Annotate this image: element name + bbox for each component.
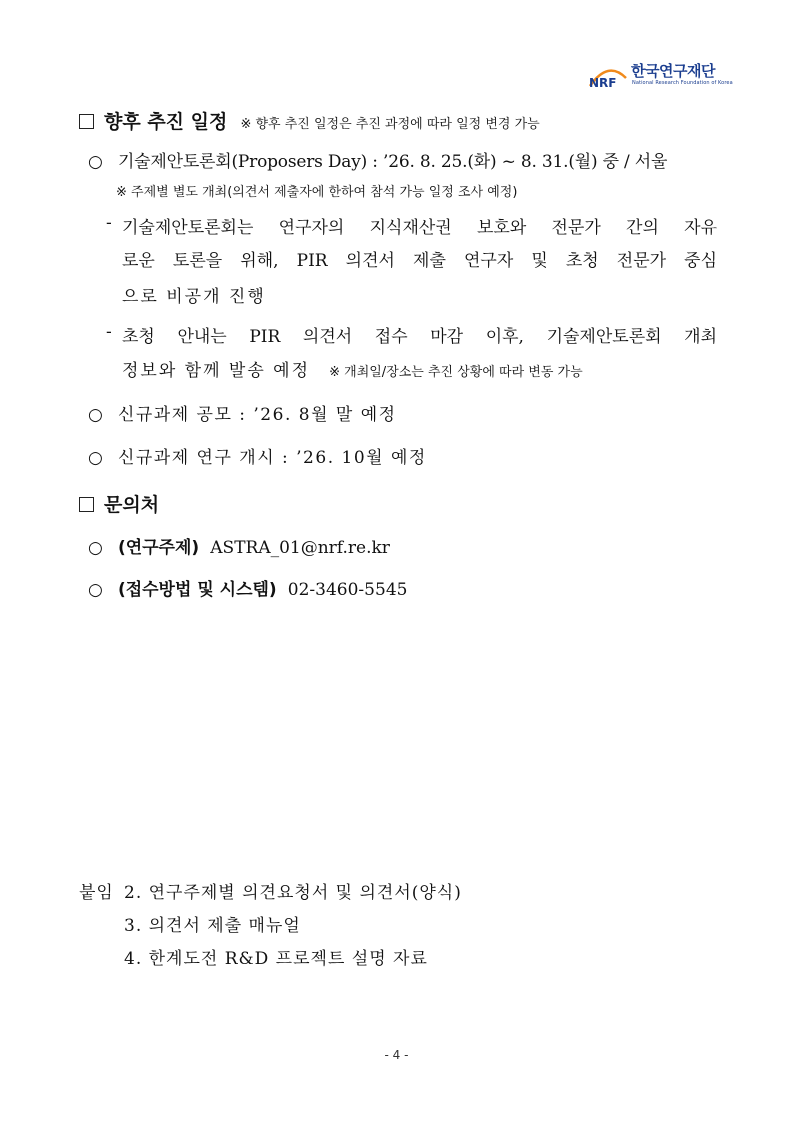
contact-label: (접수방법 및 시스템) [117, 580, 277, 600]
contact-heading [79, 490, 159, 517]
svg-text:NRF: NRF [589, 76, 617, 90]
dash1-line-2-wrap [122, 246, 717, 271]
dash2-line-1-wrap [122, 322, 717, 347]
contact-item-1 [88, 533, 390, 558]
circle-bullet-icon: ○ [88, 152, 103, 172]
schedule-item-text: 기술제안토론회(Proposers Day) : ’26. 8. 25.(화) ~ 8. 31.(월) 중 / 서울 [117, 152, 668, 172]
schedule-item-text: 신규과제 연구 개시 : ’26. 10월 예정 [117, 448, 427, 468]
contact-item-2 [88, 575, 407, 600]
dash-mark: - [106, 322, 113, 342]
attachment-item: 4. 한계도전 R&D 프로젝트 설명 자료 [124, 949, 428, 969]
dash1-line-1: 기술제안토론회는 연구자의 지식재산권 보호와 전문가 간의 자유 [122, 218, 717, 238]
dash1-line-3: 으로 비공개 진행 [122, 287, 266, 307]
nrf-logo-mark-icon [588, 64, 628, 90]
attachment-item: 2. 연구주제별 의견요청서 및 의견서(양식) [124, 883, 462, 903]
nrf-logo [588, 58, 733, 92]
schedule-item-1 [88, 147, 667, 172]
dash-mark: - [106, 213, 113, 233]
schedule-note: ※ 향후 추진 일정은 추진 과정에 따라 일정 변경 가능 [240, 117, 540, 132]
dash2-line-1: 초청 안내는 PIR 의견서 접수 마감 이후, 기술제안토론회 개최 [122, 327, 717, 347]
contact-title: 문의처 [104, 494, 160, 516]
circle-bullet-icon: ○ [88, 538, 103, 558]
dash2-note: ※ 개최일/장소는 추진 상황에 따라 변동 가능 [329, 365, 583, 380]
schedule-heading [79, 107, 540, 134]
attachment-item: 3. 의견서 제출 매뉴얼 [124, 916, 301, 936]
schedule-item-3 [88, 443, 427, 468]
dash1-line-2: 로운 토론을 위해, PIR 의견서 제출 연구자 및 초청 전문가 중심 [122, 251, 717, 271]
circle-bullet-icon: ○ [88, 405, 103, 425]
checkbox-square-icon [79, 497, 94, 512]
attachments-prefix: 붙임 [79, 883, 114, 903]
contact-label: (연구주제) [117, 538, 200, 558]
circle-bullet-icon: ○ [88, 580, 103, 600]
checkbox-square-icon [79, 114, 94, 129]
logo-name: 한국연구재단 [631, 62, 715, 80]
dash1-paragraph [122, 213, 717, 238]
schedule-item-text: 신규과제 공모 : ’26. 8월 말 예정 [117, 405, 397, 425]
schedule-item-2 [88, 400, 397, 425]
schedule-item-1-note: ※ 주제별 별도 개최(의견서 제출자에 한하여 참석 가능 일정 조사 예정) [116, 185, 518, 200]
dash2-line-2: 정보와 함께 발송 예정 [122, 361, 311, 381]
schedule-title: 향후 추진 일정 [104, 111, 228, 133]
contact-phone: 02-3460-5545 [287, 580, 408, 600]
circle-bullet-icon: ○ [88, 448, 103, 468]
page-number: - 4 - [384, 1048, 409, 1062]
logo-subtitle: National Research Foundation of Korea [632, 80, 733, 86]
dash2-line-2-wrap [122, 356, 583, 381]
contact-email: ASTRA_01@nrf.re.kr [210, 538, 390, 558]
